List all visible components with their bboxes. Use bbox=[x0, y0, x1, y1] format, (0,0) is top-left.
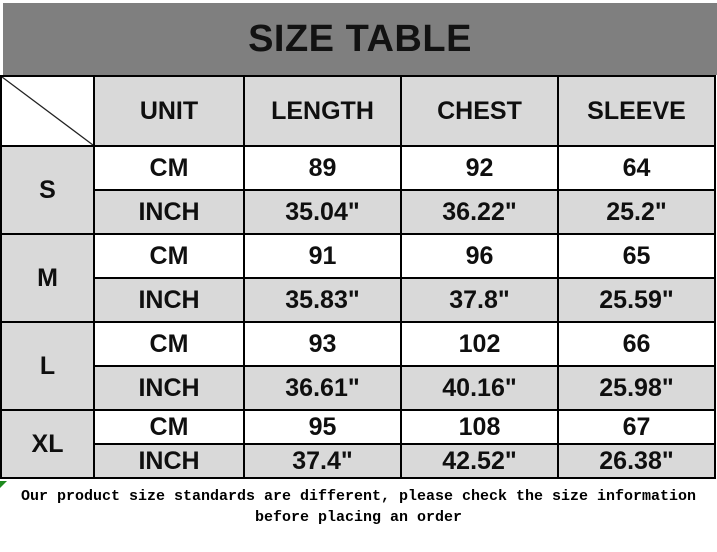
column-header-chest: CHEST bbox=[401, 76, 558, 146]
unit-label-cm: CM bbox=[94, 234, 244, 278]
cell-xl-cm-sleeve: 67 bbox=[558, 410, 715, 444]
cell-xl-cm-length: 95 bbox=[244, 410, 401, 444]
unit-label-cm: CM bbox=[94, 322, 244, 366]
cell-s-cm-chest: 92 bbox=[401, 146, 558, 190]
table-row bbox=[1, 190, 715, 234]
unit-label-cm: CM bbox=[94, 146, 244, 190]
cell-xl-inch-length: 37.4" bbox=[244, 444, 401, 478]
cell-xl-inch-sleeve: 26.38" bbox=[558, 444, 715, 478]
cell-m-inch-length: 35.83" bbox=[244, 278, 401, 322]
size-label-l: L bbox=[1, 322, 94, 410]
unit-label-inch: INCH bbox=[94, 190, 244, 234]
table-row bbox=[1, 146, 715, 190]
footer-note-line1: Our product size standards are different, please check the size information bbox=[20, 488, 697, 505]
diagonal-corner-cell bbox=[1, 76, 94, 146]
cell-s-inch-length: 35.04" bbox=[244, 190, 401, 234]
unit-label-inch: INCH bbox=[94, 278, 244, 322]
cell-s-inch-chest: 36.22" bbox=[401, 190, 558, 234]
column-header-sleeve: SLEEVE bbox=[558, 76, 715, 146]
cell-l-inch-length: 36.61" bbox=[244, 366, 401, 410]
header-row bbox=[1, 76, 715, 146]
cell-xl-cm-chest: 108 bbox=[401, 410, 558, 444]
cell-m-cm-sleeve: 65 bbox=[558, 234, 715, 278]
unit-label-inch: INCH bbox=[94, 444, 244, 478]
table-row bbox=[1, 234, 715, 278]
column-header-unit: UNIT bbox=[94, 76, 244, 146]
unit-label-cm: CM bbox=[94, 410, 244, 444]
page-title: SIZE TABLE bbox=[248, 17, 472, 60]
size-label-m: M bbox=[1, 234, 94, 322]
column-header-length: LENGTH bbox=[244, 76, 401, 146]
cell-xl-inch-chest: 42.52" bbox=[401, 444, 558, 478]
cell-m-cm-chest: 96 bbox=[401, 234, 558, 278]
table-row bbox=[1, 366, 715, 410]
cell-l-cm-sleeve: 66 bbox=[558, 322, 715, 366]
cell-m-cm-length: 91 bbox=[244, 234, 401, 278]
cell-l-inch-chest: 40.16" bbox=[401, 366, 558, 410]
cell-l-cm-chest: 102 bbox=[401, 322, 558, 366]
cell-m-inch-chest: 37.8" bbox=[401, 278, 558, 322]
footer-note-line2: before placing an order bbox=[254, 509, 463, 526]
size-label-s: S bbox=[1, 146, 94, 234]
table-row bbox=[1, 444, 715, 478]
cell-l-inch-sleeve: 25.98" bbox=[558, 366, 715, 410]
title-bar bbox=[3, 3, 717, 75]
table-row bbox=[1, 322, 715, 366]
unit-label-inch: INCH bbox=[94, 366, 244, 410]
table-row bbox=[1, 278, 715, 322]
cell-error-indicator-icon bbox=[0, 481, 7, 488]
cell-s-inch-sleeve: 25.2" bbox=[558, 190, 715, 234]
cell-l-cm-length: 93 bbox=[244, 322, 401, 366]
cell-s-cm-length: 89 bbox=[244, 146, 401, 190]
diagonal-line-icon bbox=[2, 77, 93, 145]
size-label-xl: XL bbox=[1, 410, 94, 478]
cell-s-cm-sleeve: 64 bbox=[558, 146, 715, 190]
table-row bbox=[1, 410, 715, 444]
footer-note bbox=[0, 479, 717, 552]
cell-m-inch-sleeve: 25.59" bbox=[558, 278, 715, 322]
size-table bbox=[0, 75, 716, 479]
